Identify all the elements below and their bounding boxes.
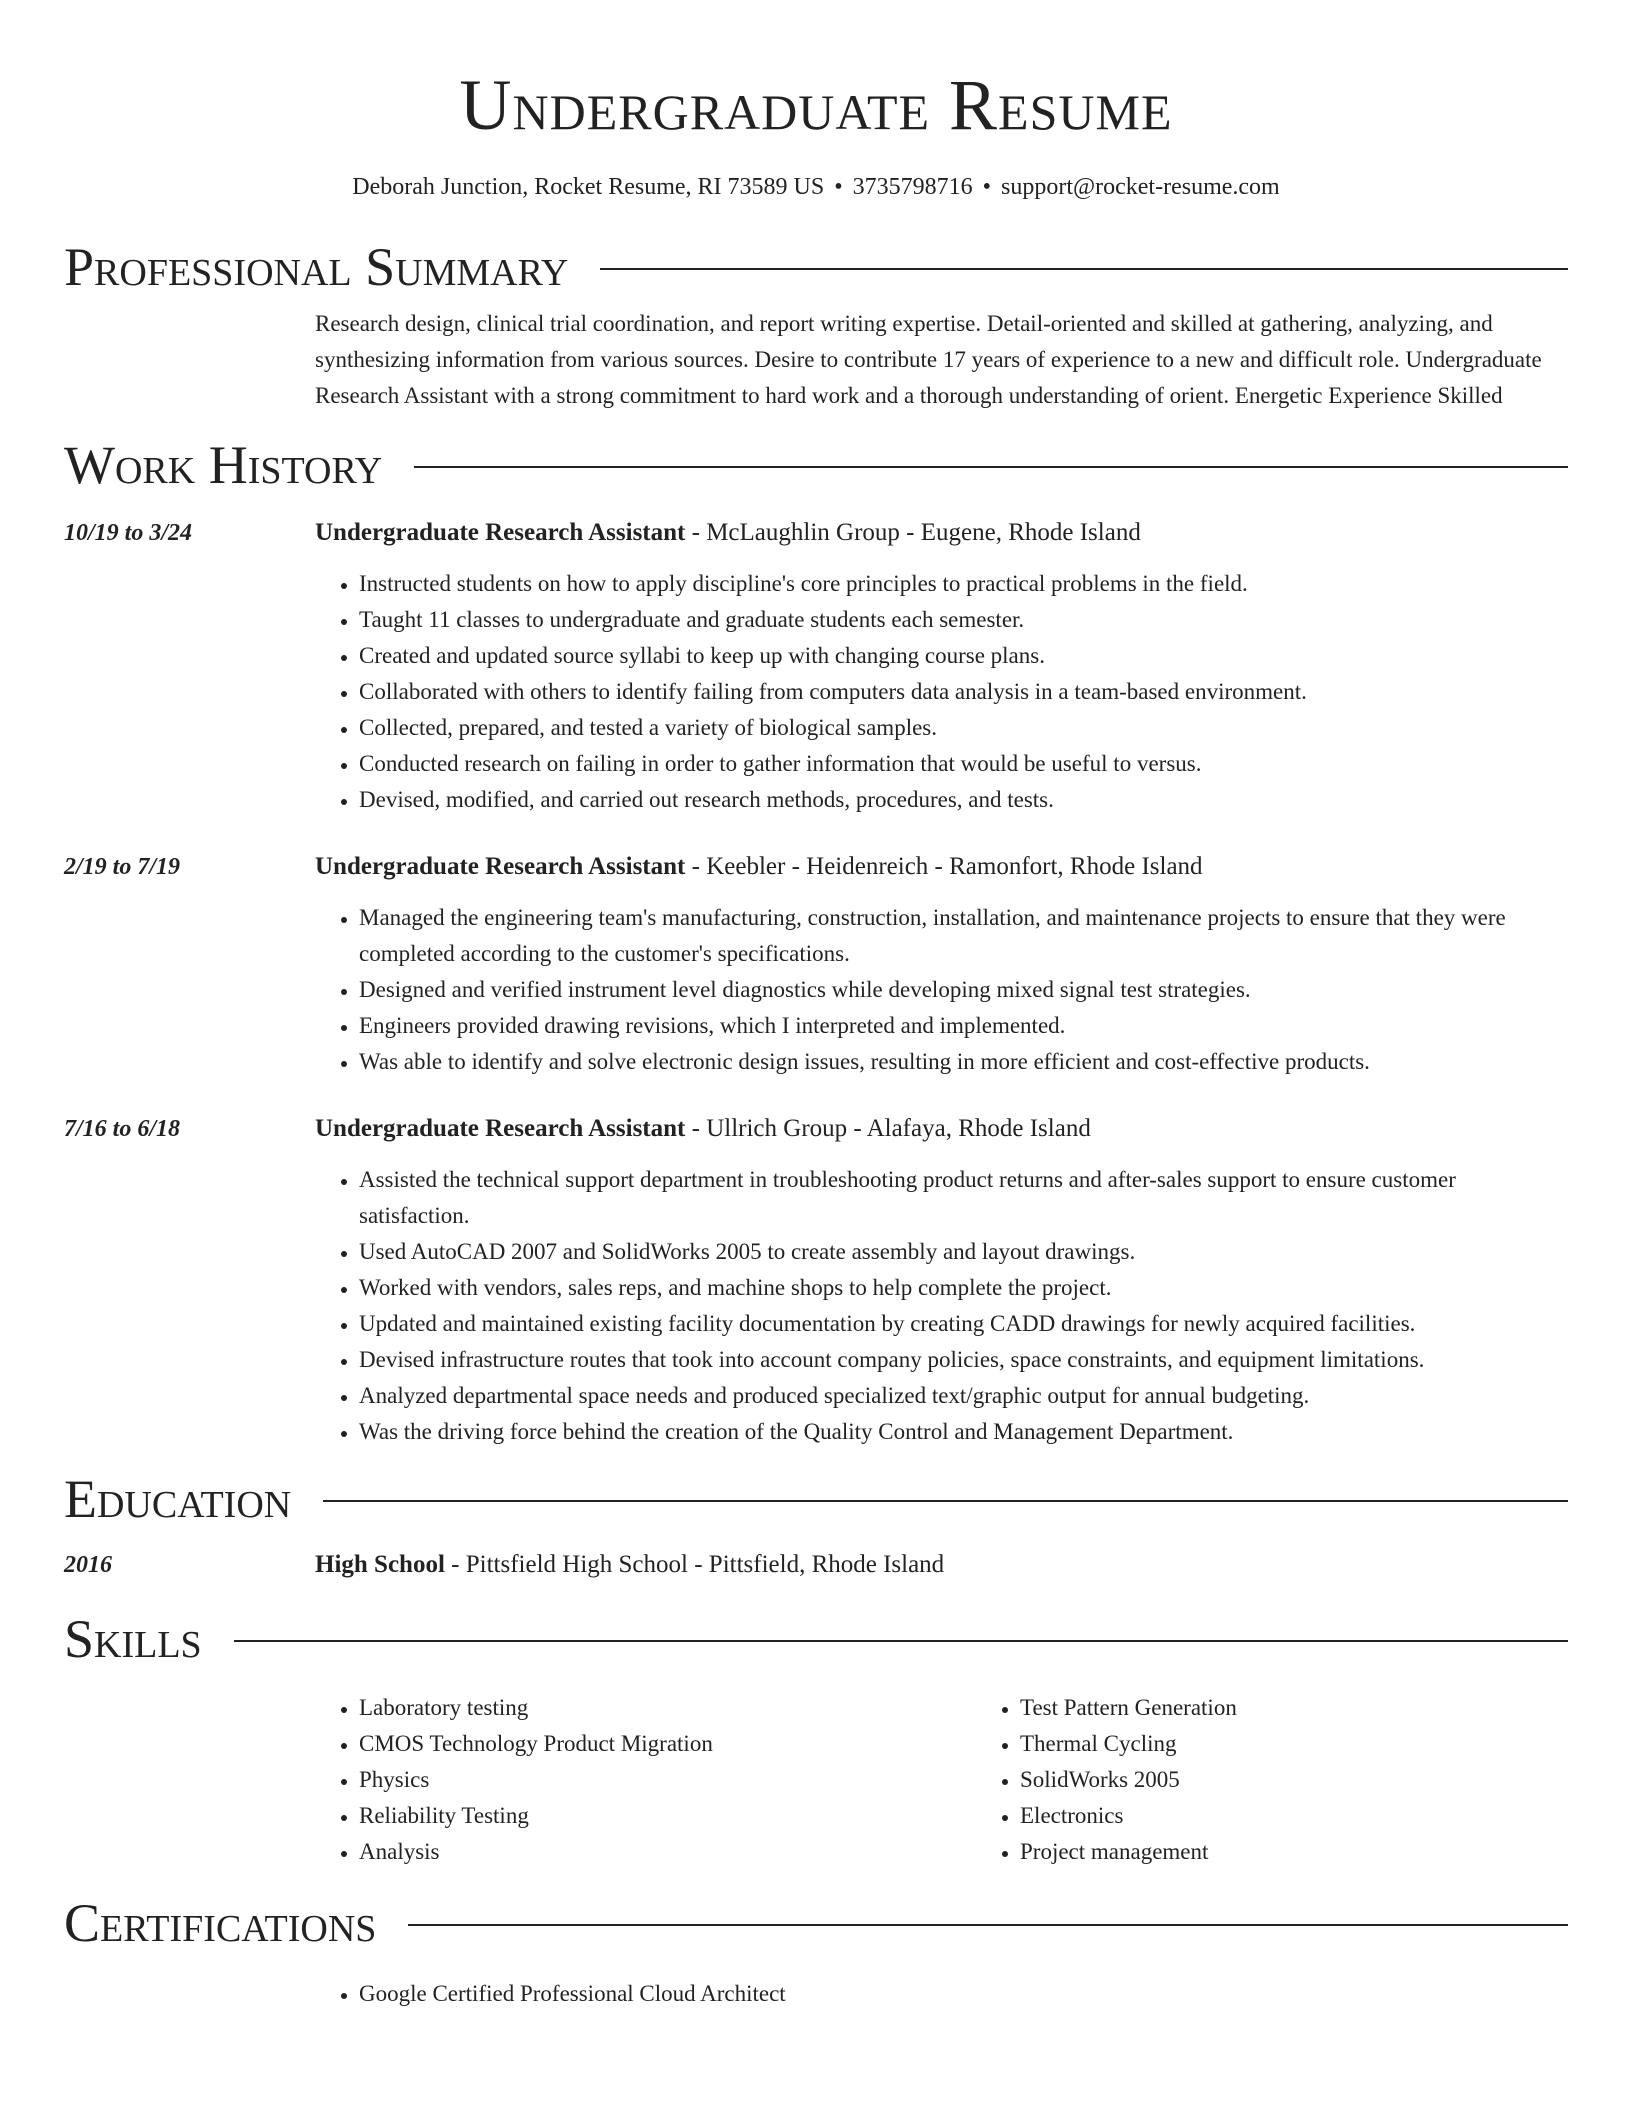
job-heading [315, 850, 1568, 884]
skill-item: • Thermal Cycling [1020, 1726, 1632, 1762]
job-bullet: • Assisted the technical support department in troubleshooting product returns and after-sales support to ensure customer satisfaction. [359, 1162, 1568, 1234]
job-bullet: • Was the driving force behind the creation of the Quality Control and Management Department. [359, 1414, 1568, 1450]
job-details: - Keebler - Heidenreich - Ramonfort, Rhode Island [685, 853, 1203, 880]
summary-row [64, 306, 1568, 414]
job-bullet: • Designed and verified instrument level diagnostics while developing mixed signal test strategies. [359, 972, 1568, 1008]
job-bullet: • Devised, modified, and carried out research methods, procedures, and tests. [359, 782, 1568, 818]
contact-phone: 3735798716 [852, 174, 973, 200]
certifications-heading: Certifications [64, 1893, 377, 1953]
skills-columns [315, 1690, 1632, 1870]
skill-item: • Physics [359, 1762, 976, 1798]
job-bullet: • Taught 11 classes to undergraduate and graduate students each semester. [359, 602, 1568, 638]
skills-row [64, 1690, 1568, 1870]
section-divider [323, 1500, 1568, 1502]
job-title: Undergraduate Research Assistant [315, 1115, 686, 1142]
job-dates: 10/19 to 3/24 [64, 520, 193, 546]
education-entry [64, 1548, 1568, 1582]
job-title: Undergraduate Research Assistant [315, 853, 686, 880]
job-details: - McLaughlin Group - Eugene, Rhode Island [685, 519, 1141, 546]
skills-list-right [976, 1690, 1632, 1870]
certifications-list [315, 1976, 1568, 2012]
job-bullet: • Updated and maintained existing facility documentation by creating CADD drawings for newly acquired facilities. [359, 1306, 1568, 1342]
section-divider [234, 1640, 1568, 1642]
resume-title: Undergraduate Resume [459, 65, 1173, 145]
job-bullet: • Worked with vendors, sales reps, and machine shops to help complete the project. [359, 1270, 1568, 1306]
section-divider [414, 466, 1568, 468]
resume-page [64, 0, 1568, 2012]
job-entry [64, 1112, 1568, 1450]
summary-section-header [64, 232, 1568, 302]
contact-email: support@rocket-resume.com [1001, 174, 1280, 200]
job-bullet: • Was able to identify and solve electronic design issues, resulting in more efficient and cost-effective products. [359, 1044, 1568, 1080]
education-heading-line [315, 1548, 1568, 1582]
skills-heading: Skills [64, 1609, 202, 1669]
job-bullet: • Collected, prepared, and tested a variety of biological samples. [359, 710, 1568, 746]
job-heading [315, 1112, 1568, 1146]
job-bullet: • Managed the engineering team's manufacturing, construction, installation, and maintenance projects to ensure that they were completed according to the customer's specifications. [359, 900, 1568, 972]
job-bullet: • Created and updated source syllabi to keep up with changing course plans. [359, 638, 1568, 674]
section-divider [408, 1924, 1568, 1926]
summary-heading: Professional Summary [64, 237, 569, 297]
job-dates: 2/19 to 7/19 [64, 854, 181, 880]
education-year: 2016 [64, 1552, 112, 1578]
job-entry [64, 516, 1568, 818]
section-divider [600, 268, 1568, 270]
job-bullets [315, 900, 1568, 1080]
contact-separator: • [982, 174, 992, 200]
certifications-row [64, 1976, 1568, 2012]
skill-item: • Analysis [359, 1834, 976, 1870]
education-degree: High School [315, 1551, 445, 1578]
job-entry [64, 850, 1568, 1080]
skill-item: • Project management [1020, 1834, 1632, 1870]
skill-item: • CMOS Technology Product Migration [359, 1726, 976, 1762]
skill-item: • Reliability Testing [359, 1798, 976, 1834]
contact-separator: • [834, 174, 843, 200]
job-bullets [315, 566, 1568, 818]
work-heading: Work History [64, 435, 383, 495]
skills-list-left [315, 1690, 976, 1870]
job-heading [315, 516, 1568, 550]
education-details: - Pittsfield High School - Pittsfield, Rhode Island [444, 1551, 945, 1578]
skill-item: • Electronics [1020, 1798, 1632, 1834]
job-dates: 7/16 to 6/18 [64, 1116, 181, 1142]
job-title: Undergraduate Research Assistant [315, 519, 686, 546]
contact-line [64, 170, 1568, 204]
work-section-header [64, 430, 1568, 500]
summary-text: Research design, clinical trial coordination, and report writing expertise. Detail-oriented and skilled at gathering, analyzing, and synthesizing information from various sources. Desire to contribute 17 years of experience to a new and difficult role. Undergraduate Research Assistant with a strong commitment to hard work and a thorough understanding of orient. Energetic Experience Skilled [315, 311, 1542, 408]
skills-section-header [64, 1604, 1568, 1674]
skill-item: • SolidWorks 2005 [1020, 1762, 1632, 1798]
job-bullet: • Used AutoCAD 2007 and SolidWorks 2005 to create assembly and layout drawings. [359, 1234, 1568, 1270]
certification-item: • Google Certified Professional Cloud Architect [359, 1976, 1568, 2012]
job-details: - Ullrich Group - Alafaya, Rhode Island [685, 1115, 1091, 1142]
education-heading: Education [64, 1469, 292, 1529]
job-bullet: • Collaborated with others to identify failing from computers data analysis in a team-based environment. [359, 674, 1568, 710]
skill-item: • Laboratory testing [359, 1690, 976, 1726]
education-section-header [64, 1464, 1568, 1534]
job-bullets [315, 1162, 1568, 1450]
contact-address: Deborah Junction, Rocket Resume, RI 73589 US [352, 174, 825, 200]
job-bullet: • Engineers provided drawing revisions, which I interpreted and implemented. [359, 1008, 1568, 1044]
skill-item: • Test Pattern Generation [1020, 1690, 1632, 1726]
job-bullet: • Analyzed departmental space needs and produced specialized text/graphic output for annual budgeting. [359, 1378, 1568, 1414]
job-bullet: • Instructed students on how to apply discipline's core principles to practical problems in the field. [359, 566, 1568, 602]
job-bullet: • Conducted research on failing in order to gather information that would be useful to versus. [359, 746, 1568, 782]
job-bullet: • Devised infrastructure routes that took into account company policies, space constraints, and equipment limitations. [359, 1342, 1568, 1378]
certifications-section-header [64, 1888, 1568, 1958]
